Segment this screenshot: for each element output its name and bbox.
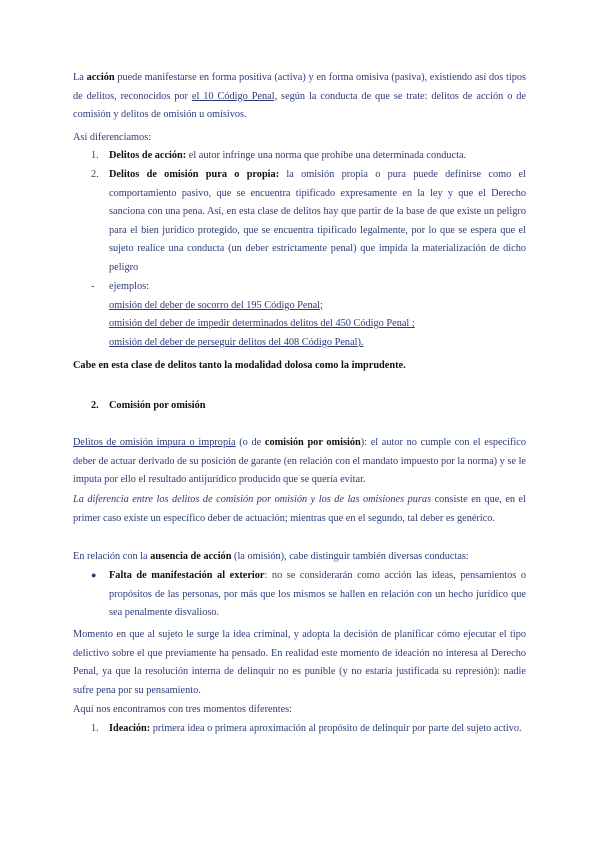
item-text: primera idea o primera aproximación al propósito de delinquir por parte del sujeto activo. bbox=[150, 723, 522, 734]
ausencia-paragraph bbox=[73, 548, 526, 567]
section-heading-comision-por-omision: Comisión por omisión bbox=[109, 400, 206, 411]
examples-block bbox=[109, 278, 526, 352]
example-link-450[interactable]: omisión del deber de impedir determinados delitos del 450 Código Penal ; bbox=[109, 318, 415, 330]
item-text: la omisión propia o pura puede definirse como el comportamiento pasivo, que se encuentra tipificado expresamente en la ley y que el Derecho sanciona con una pena. Así, en esta clase de delitos hay que partir de la base de que existe un peligro para el bien jurídico protegido, que se encuentra tipificado legalmente, por lo que se espera que el sujeto realice una conducta (un deber estrictamente penal) que impida la materialización de dicho peligro bbox=[109, 169, 526, 273]
term-accion: acción bbox=[86, 72, 115, 83]
asi-diferenciamos: Así diferenciamos: bbox=[73, 132, 152, 143]
term-delitos-accion: Delitos de acción: bbox=[109, 150, 187, 161]
text-rest: consiste en que, en el primer caso existe un específico deber de actuación; mientras que en el segundo, tal deber es genérico. bbox=[73, 494, 526, 524]
list-item-delitos-accion bbox=[109, 147, 526, 166]
link-codigo-penal-10[interactable]: el 10 Código Penal, bbox=[191, 90, 278, 102]
text-c: ): el autor no cumple con el específico deber de actuar derivado de su posición de garante (en relación con el mandato impuesto por la norma) y se le imputa por ello el resultado antijurídico producido que se quería evitar. bbox=[73, 437, 526, 486]
item-text: el autor infringe una norma que prohíbe una determinada conducta. bbox=[186, 150, 467, 161]
omision-impura-paragraph bbox=[73, 434, 526, 490]
tres-momentos: Aquí nos encontramos con tres momentos diferentes: bbox=[73, 704, 293, 715]
term-falta-manifestacion: Falta de manifestación al exterior bbox=[109, 570, 265, 581]
list-number: 1. bbox=[91, 723, 99, 734]
term-omision-pura: Delitos de omisión pura o propia: bbox=[109, 169, 280, 180]
intro-text-d: según la conducta de que se trate: delitos de acción o de comisión y delitos de omisión u omisivos. bbox=[73, 90, 526, 121]
momento-paragraph: Momento en que al sujeto le surge la idea criminal, y adopta la decisión de planificar cómo ejecutar el tipo delictivo sobre el que previamente ha pensado. En realidad este momento de ideación no interesa al Derecho Penal, ya que la resolución interna de delinquir no es punible (y no estaría justificada su represión): nadie sufre pena por su pensamiento. bbox=[73, 629, 526, 696]
intro-text-c: puede manifestarse en forma positiva (activa) y en forma omisiva (pasiva), existiendo así dos tipos de delitos, reconocidos por bbox=[73, 72, 527, 102]
intro-text-a: La bbox=[73, 72, 87, 83]
text-a: (o de bbox=[235, 437, 265, 448]
cabe-sentence: Cabe en esta clase de delitos tanto la modalidad dolosa como la imprudente. bbox=[73, 360, 406, 371]
list-number: 1. bbox=[91, 150, 99, 161]
link-omision-impura[interactable]: Delitos de omisión impura o impropia bbox=[73, 437, 236, 448]
text-c: (la omisión), cabe distinguir también diversas conductas: bbox=[231, 551, 469, 562]
text-a: En relación con la bbox=[73, 551, 151, 562]
diferencia-paragraph bbox=[73, 491, 526, 528]
term-comision-por-omision: comisión por omisión bbox=[264, 437, 361, 448]
term-ausencia-accion: ausencia de acción bbox=[150, 551, 232, 562]
list-item-omision-pura bbox=[109, 166, 526, 278]
example-link-195[interactable]: omisión del deber de socorro del 195 Código Penal; bbox=[109, 299, 323, 311]
list-number: 2. bbox=[91, 169, 99, 180]
examples-label: ejemplos: bbox=[109, 281, 150, 292]
italic-diferencia: La diferencia entre los delitos de comisión por omisión y los de las omisiones puras bbox=[73, 494, 432, 505]
term-ideacion: Ideación: bbox=[109, 723, 151, 734]
list-item-ideacion bbox=[109, 720, 526, 739]
bullet-falta-manifestacion bbox=[109, 567, 526, 623]
intro-paragraph bbox=[73, 69, 526, 125]
dash-marker: - bbox=[91, 281, 95, 292]
bullet-text: : no se considerarán como acción las ideas, pensamientos o propósitos de las personas, por más que los mismos se hallen en relación con un hecho jurídico que sea penalmente disvalioso. bbox=[109, 570, 526, 619]
heading-number: 2. bbox=[91, 400, 99, 411]
bullet-marker: ● bbox=[91, 570, 97, 580]
example-link-408[interactable]: omisión del deber de perseguir delitos del 408 Código Penal). bbox=[109, 336, 364, 348]
